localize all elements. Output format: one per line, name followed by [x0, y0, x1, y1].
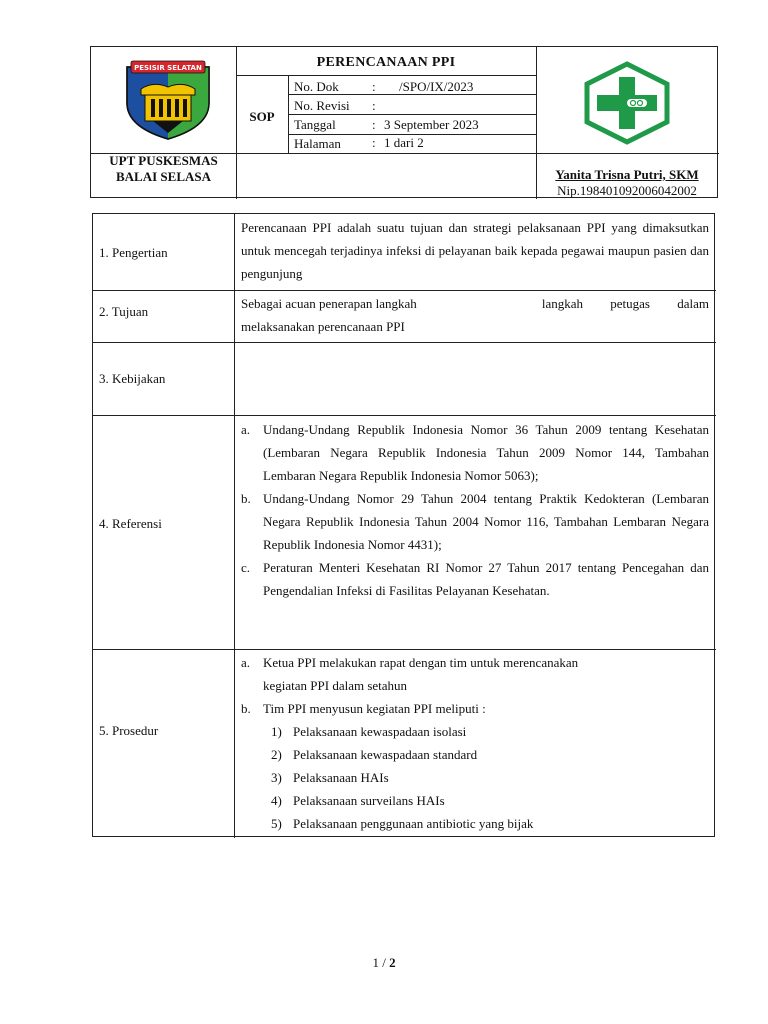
- page-separator: /: [382, 955, 386, 970]
- sub-list-item-text: Pelaksanaan kewaspadaan standard: [293, 747, 478, 762]
- list-marker: a.: [241, 422, 251, 437]
- list-item: [241, 697, 709, 720]
- tujuan-text-part1: Sebagai acuan penerapan langkah: [241, 296, 417, 311]
- section-label-referensi: 4. Referensi: [99, 516, 162, 531]
- section-label-prosedur: 5. Prosedur: [99, 723, 159, 738]
- list-item-text: Ketua PPI melakukan rapat dengan tim untuk merencanakan: [263, 655, 579, 670]
- row-divider: [93, 415, 716, 416]
- sub-list-marker: 4): [271, 793, 282, 808]
- sub-list-item-text: Pelaksanaan penggunaan antibiotic yang bijak: [293, 816, 534, 831]
- shield-banner-text: PESISIR SELATAN: [134, 64, 202, 72]
- signer-nip: Nip.198401092006042002: [557, 183, 697, 198]
- list-item: [241, 418, 709, 487]
- section-text-tujuan: [241, 292, 709, 338]
- organization-name-line1: UPT PUSKESMAS: [109, 153, 218, 168]
- row-divider: [93, 649, 716, 650]
- list-marker: a.: [241, 655, 251, 670]
- list-marker: b.: [241, 701, 251, 716]
- sub-list-item: [241, 743, 709, 766]
- list-item-text: Peraturan Menteri Kesehatan RI Nomor 27 Tahun 2017 tentang Pencegahan dan Pengendalian Infeksi di Fasilitas Pelayanan Kesehatan.: [263, 560, 709, 598]
- section-label-kebijakan: 3. Kebijakan: [99, 371, 166, 386]
- sub-list-item: [241, 766, 709, 789]
- header-table: [90, 46, 718, 198]
- list-marker: b.: [241, 491, 251, 506]
- header-divider: [288, 114, 536, 115]
- document-title: PERENCANAAN PPI: [316, 55, 456, 70]
- meta-sep: :: [372, 135, 376, 150]
- section-list-referensi: [241, 418, 709, 602]
- column-divider: [234, 214, 235, 838]
- list-item: [241, 651, 709, 697]
- row-divider: [93, 342, 716, 343]
- row-divider: [93, 290, 716, 291]
- sub-list-item-text: Pelaksanaan surveilans HAIs: [293, 793, 445, 808]
- meta-label-tanggal: Tanggal: [294, 117, 336, 132]
- puskesmas-logo: [583, 61, 671, 145]
- meta-value-halaman: 1 dari 2: [384, 135, 424, 150]
- meta-sep: :: [372, 79, 376, 94]
- sub-list-marker: 1): [271, 724, 282, 739]
- tujuan-text-line2: melaksanakan perencanaan PPI: [241, 319, 405, 334]
- sub-list-item-text: Pelaksanaan kewaspadaan isolasi: [293, 724, 467, 739]
- sub-list-marker: 2): [271, 747, 282, 762]
- meta-label-no-dok: No. Dok: [294, 79, 339, 94]
- regency-shield-logo: [123, 59, 213, 141]
- list-item-text: Undang-Undang Republik Indonesia Nomor 36 Tahun 2009 tentang Kesehatan (Lembaran Negara Republik Indonesia Tahun 2009 Nomor 144, Tambahan Lembaran Negara Republik Indonesia Nomor 5063);: [263, 422, 709, 483]
- header-divider: [236, 75, 536, 76]
- doc-type-label: SOP: [249, 109, 275, 124]
- section-text-pengertian: Perencanaan PPI adalah suatu tujuan dan strategi pelaksanaan PPI yang dimaksutkan untuk mencegah terjadinya infeksi di pelayanan baik kepada pegawai maupun pasien dan pengunjung: [241, 220, 709, 281]
- meta-sep: :: [372, 117, 376, 132]
- meta-sep: :: [372, 98, 376, 113]
- meta-value-no-dok: /SPO/IX/2023: [399, 79, 474, 94]
- page-number: [0, 955, 768, 971]
- sub-list-marker: 3): [271, 770, 282, 785]
- sub-list-marker: 5): [271, 816, 282, 831]
- section-label-pengertian: 1. Pengertian: [99, 245, 168, 260]
- meta-label-halaman: Halaman: [294, 136, 341, 151]
- sub-list-item: [241, 789, 709, 812]
- signer-name: Yanita Trisna Putri, SKM: [555, 167, 699, 182]
- list-marker: c.: [241, 560, 251, 575]
- list-item-text: Undang-Undang Nomor 29 Tahun 2004 tentang Praktik Kedokteran (Lembaran Negara Republik Indonesia Tahun 2004 Nomor 116, Tambahan Lembaran Negara Republik Indonesia Nomor 4431);: [263, 491, 709, 552]
- list-item-text: kegiatan PPI dalam setahun: [263, 678, 408, 693]
- sub-list-item-text: Pelaksanaan HAIs: [293, 770, 389, 785]
- list-item: [241, 556, 709, 602]
- tujuan-text-part2: langkah petugas dalam: [541, 296, 709, 311]
- section-label-tujuan: 2. Tujuan: [99, 304, 149, 319]
- sub-list-item: [241, 720, 709, 743]
- sub-list-item: [241, 812, 709, 835]
- sop-body-table: [92, 213, 715, 837]
- page-total: 2: [389, 955, 396, 970]
- page-current: 1: [372, 955, 379, 970]
- organization-name-line2: BALAI SELASA: [115, 169, 211, 184]
- list-item: [241, 487, 709, 556]
- meta-label-no-revisi: No. Revisi: [294, 98, 350, 113]
- list-item-text: Tim PPI menyusun kegiatan PPI meliputi :: [263, 701, 486, 716]
- section-list-prosedur: [241, 651, 709, 835]
- organization-name: [91, 153, 236, 185]
- meta-value-tanggal: 3 September 2023: [384, 117, 479, 132]
